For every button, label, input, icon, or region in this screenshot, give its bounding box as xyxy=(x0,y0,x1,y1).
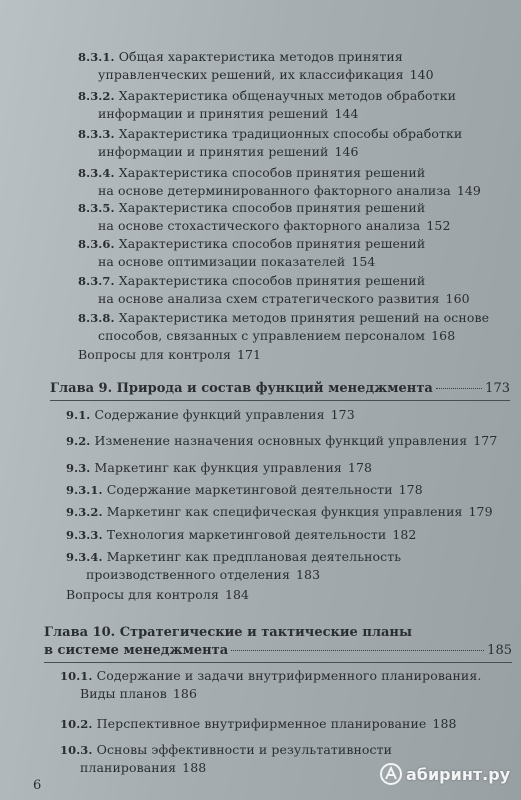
entry-title-line1: Характеристика способов принятия решений xyxy=(118,165,426,180)
entry-title-line2: производственного отделения xyxy=(86,567,290,582)
toc-entry xyxy=(66,432,512,450)
entry-title-line1: Характеристика способов принятия решений xyxy=(118,200,426,215)
labirint-logo-icon xyxy=(380,763,402,785)
toc-entry xyxy=(78,87,502,122)
entry-number: 8.3.2. xyxy=(78,89,115,103)
entry-page: 178 xyxy=(347,460,373,475)
toc-entry xyxy=(78,235,508,270)
entry-title-line1: Содержание функций управления xyxy=(94,407,325,422)
toc-entry xyxy=(66,481,512,499)
entry-title-line1: Изменение назначения основных функций управления xyxy=(94,433,468,448)
entry-number: 9.1. xyxy=(66,408,91,422)
entry-page: 168 xyxy=(431,328,456,343)
chapter-title-line2: в системе менеджмента xyxy=(44,643,229,658)
entry-title-line1: Содержание маркетинговой деятельности xyxy=(106,482,393,497)
watermark xyxy=(380,763,510,785)
entry-title-line1: Характеристика общенаучных методов обработки xyxy=(118,88,457,103)
entry-page: 188 xyxy=(432,716,457,731)
entry-page: 144 xyxy=(334,106,359,121)
entry-page: 152 xyxy=(426,218,451,233)
entry-title-line1: Маркетинг как предплановая деятельность xyxy=(106,549,402,564)
toc-entry xyxy=(66,586,512,603)
entry-page: 183 xyxy=(295,567,321,582)
entry-number: 10.1. xyxy=(60,669,93,683)
dot-leader xyxy=(436,388,482,389)
entry-page: 173 xyxy=(330,407,355,422)
entry-title-line2: на основе детерминированного факторного анализа xyxy=(98,183,451,198)
entry-title-line1: Маркетинг как функция управления xyxy=(94,460,342,475)
entry-number: 8.3.3. xyxy=(78,127,115,141)
entry-number: 8.3.8. xyxy=(78,311,115,325)
toc-entry xyxy=(66,526,512,544)
entry-title-line2: информации и принятия решений xyxy=(98,106,329,121)
entry-number: 9.3.4. xyxy=(66,550,103,564)
entry-page: 171 xyxy=(236,347,262,362)
chapter-rule xyxy=(44,662,512,663)
entry-page: 188 xyxy=(182,760,207,775)
entry-number: 8.3.1. xyxy=(78,50,115,64)
chapter-page: 173 xyxy=(485,381,510,396)
entry-page: 179 xyxy=(468,504,493,519)
entry-page: 182 xyxy=(392,527,417,542)
entry-page: 186 xyxy=(172,686,198,701)
entry-title-line1: Основы эффективности и результативности xyxy=(96,742,393,757)
entry-page: 177 xyxy=(473,433,498,448)
page-number: 6 xyxy=(33,778,42,793)
entry-title-line1: Вопросы для контроля xyxy=(66,587,219,602)
entry-number: 8.3.4. xyxy=(78,166,115,180)
entry-number: 9.3.1. xyxy=(66,483,103,497)
toc-entry xyxy=(78,125,508,160)
entry-title-line1: Характеристика способов принятия решений xyxy=(118,236,426,251)
toc-entry xyxy=(66,459,512,477)
entry-title-line1: Характеристика методов принятия решений на основе xyxy=(118,310,490,325)
entry-page: 154 xyxy=(351,254,376,269)
entry-number: 9.3.2. xyxy=(66,505,103,519)
toc-entry xyxy=(78,346,510,363)
toc-entry xyxy=(60,667,516,702)
entry-title-line2: информации и принятия решений xyxy=(98,144,329,159)
toc-entry xyxy=(78,272,510,307)
toc-entry xyxy=(66,406,510,424)
entry-page: 160 xyxy=(445,291,470,306)
entry-number: 8.3.5. xyxy=(78,201,115,215)
entry-title-line2: на основе анализа схем стратегического развития xyxy=(98,291,440,306)
entry-number: 10.3. xyxy=(60,743,93,757)
entry-title-line1: Характеристика традиционных способы обработки xyxy=(118,126,463,141)
entry-page: 146 xyxy=(334,144,359,159)
entry-title-line1: Перспективное внутрифирменное планирование xyxy=(96,716,427,731)
entry-title-line1: Общая характеристика методов принятия xyxy=(118,49,403,64)
entry-number: 10.2. xyxy=(60,717,93,731)
chapter-title: Глава 9. Природа и состав функций менеджмента xyxy=(50,381,433,396)
entry-title-line1: Маркетинг как специфическая функция управления xyxy=(106,504,463,519)
toc-entry xyxy=(66,503,512,521)
entry-number: 8.3.7. xyxy=(78,274,115,288)
toc-entry xyxy=(66,548,512,583)
chapter-heading xyxy=(50,380,510,398)
chapter-heading xyxy=(44,624,512,660)
toc-entry xyxy=(78,199,508,234)
dot-leader xyxy=(231,650,484,651)
entry-number: 9.3. xyxy=(66,461,91,475)
entry-page: 149 xyxy=(456,183,481,198)
toc-entry xyxy=(78,48,486,83)
chapter-rule xyxy=(50,400,510,401)
entry-title-line1: Характеристика способов принятия решений xyxy=(118,273,426,288)
entry-title-line2: управленческих решений, их классификация xyxy=(98,67,404,82)
entry-title-line2: на основе оптимизации показателей xyxy=(98,254,346,269)
entry-number: 9.3.3. xyxy=(66,528,103,542)
entry-title-line2: планирования xyxy=(80,760,177,775)
watermark-text: абиринт.ру xyxy=(406,764,511,784)
entry-title-line1: Вопросы для контроля xyxy=(78,347,231,362)
toc-entry xyxy=(60,715,516,733)
entry-title-line2: Виды планов xyxy=(80,686,167,701)
entry-page: 140 xyxy=(409,67,434,82)
entry-title-line1: Технология маркетинговой деятельности xyxy=(106,527,387,542)
chapter-title-line1: Глава 10. Стратегические и тактические планы xyxy=(44,625,412,640)
entry-title-line2: на основе стохастического факторного анализа xyxy=(98,218,421,233)
entry-page: 178 xyxy=(398,482,423,497)
entry-number: 8.3.6. xyxy=(78,237,115,251)
entry-title-line1: Содержание и задачи внутрифирменного планирования. xyxy=(96,668,482,683)
entry-title-line2: способов, связанных с управлением персоналом xyxy=(98,328,426,343)
toc-entry xyxy=(78,164,508,199)
toc-entry xyxy=(78,309,510,344)
entry-page: 184 xyxy=(224,587,250,602)
chapter-page: 185 xyxy=(487,643,512,658)
entry-number: 9.2. xyxy=(66,434,91,448)
